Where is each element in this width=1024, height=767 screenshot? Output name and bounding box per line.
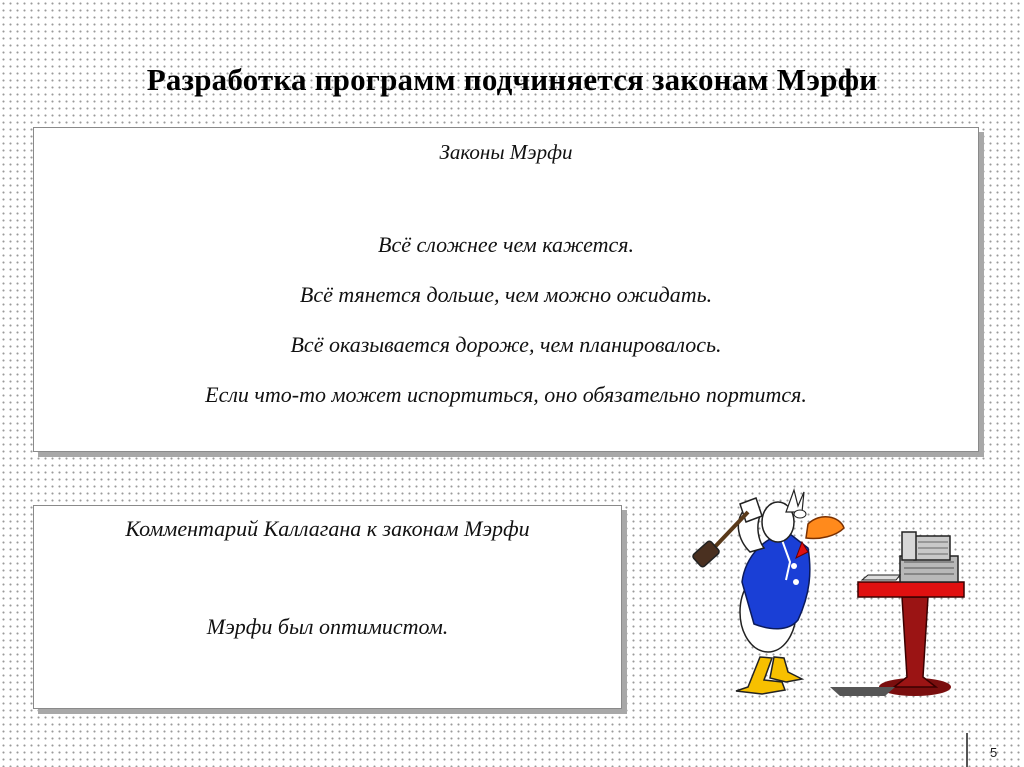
- computer-table: [830, 582, 964, 696]
- law-item: Всё сложнее чем кажется.: [378, 232, 634, 257]
- law-item: Всё тянется дольше, чем можно ожидать.: [299, 282, 713, 307]
- law-item: Если что-то может испортиться, оно обязательно портится.: [205, 382, 807, 407]
- hammer-icon: [692, 512, 748, 568]
- comment-text: Мэрфи был оптимистом.: [206, 614, 449, 639]
- murphy-laws-box: [33, 127, 979, 452]
- page-number: 5: [990, 745, 998, 760]
- laws-list: [34, 232, 978, 432]
- law-item: Всё оказывается дороже, чем планировалось.: [290, 332, 722, 357]
- computer-icon: [862, 532, 958, 582]
- comment-heading: Комментарий Каллагана к законам Мэрфи: [125, 516, 530, 541]
- footer-divider: [966, 733, 968, 767]
- callaghan-comment-box: [33, 505, 622, 709]
- laws-heading: Законы Мэрфи: [439, 140, 573, 164]
- slide-title: Разработка программ подчиняется законам Мэрфи: [146, 62, 878, 97]
- duck-character: [736, 490, 844, 694]
- duck-hammer-computer-illustration: [690, 482, 980, 707]
